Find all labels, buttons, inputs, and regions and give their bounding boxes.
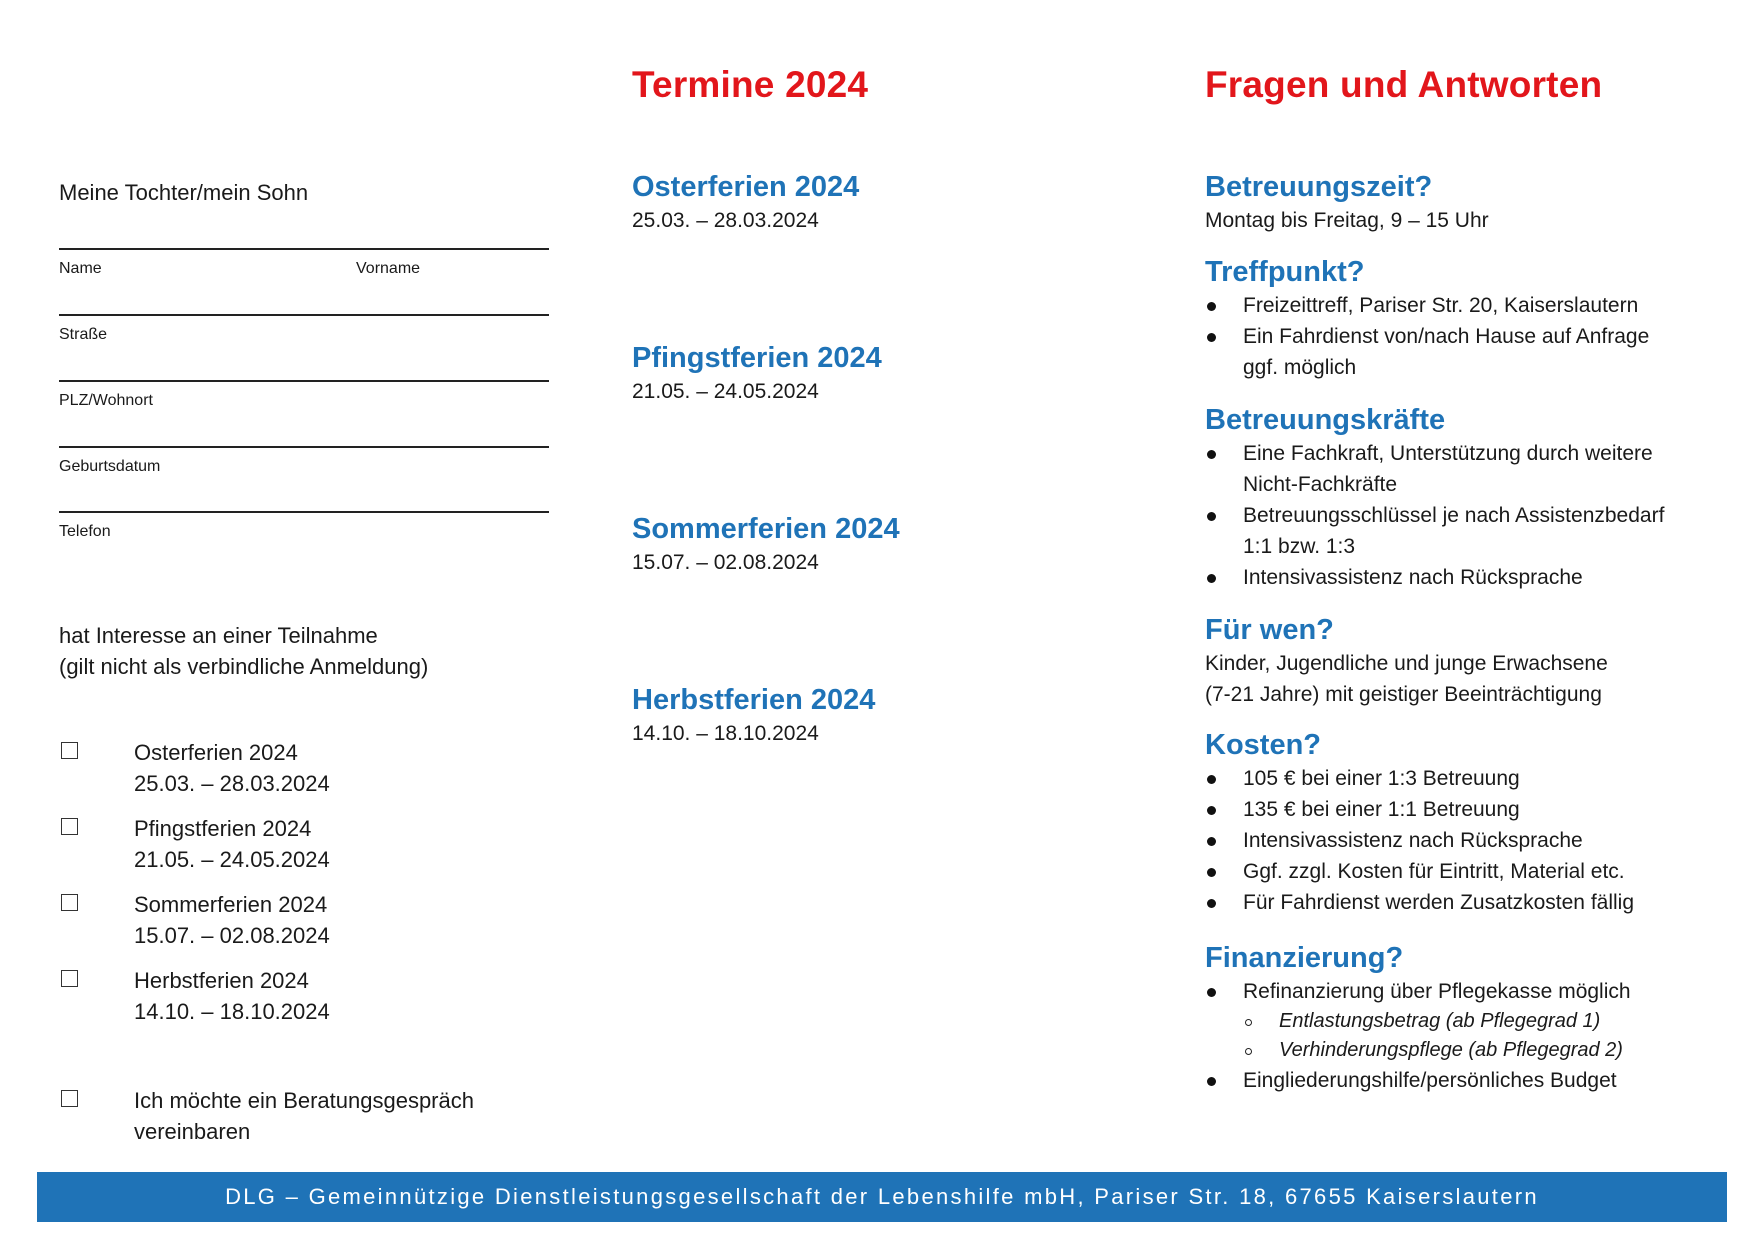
list-item: Freizeittreff, Pariser Str. 20, Kaiserslautern [1205,290,1725,321]
street-line[interactable] [59,314,549,316]
birthdate-field[interactable] [59,446,549,476]
faq-finanzierung: Finanzierung? Refinanzierung über Pflegekasse möglich Entlastungsbetrag (ab Pflegegrad 1) Verhinderungspflege (ab Pflegegrad 2) Eingliederungshilfe/persönliches Budget [1205,940,1725,1096]
bullet-icon [1207,806,1216,815]
phone-field[interactable] [59,511,549,541]
faq-kosten: Kosten? 105 € bei einer 1:3 Betreuung 135 € bei einer 1:1 Betreuung Intensivassistenz nach Rücksprache Ggf. zzgl. Kosten für Eintritt, Material etc. Für Fahrdienst werden Zusatzkosten fällig [1205,727,1725,918]
postcode-city-label: PLZ/Wohnort [59,392,153,409]
faq-betreuungszeit: Betreuungszeit? Montag bis Freitag, 9 – 15 Uhr [1205,171,1489,232]
faq-fuer-wen: Für wen? Kinder, Jugendliche und junge Erwachsene (7-21 Jahre) mit geistiger Beeinträchtigung [1205,614,1608,706]
bullet-icon [1207,333,1216,342]
finanzierung-sublist [1205,1007,1725,1065]
checkbox[interactable] [61,894,78,911]
list-item: Eine Fachkraft, Unterstützung durch weitere Nicht-Fachkräfte [1205,438,1725,500]
checkbox[interactable] [61,970,78,987]
bullet-icon [1207,574,1216,583]
street-label: Straße [59,326,108,343]
phone-label: Telefon [59,523,111,540]
bullet-icon [1207,775,1216,784]
postcode-city-field[interactable] [59,380,549,410]
termin-herbstferien: Herbstferien 2024 14.10. – 18.10.2024 [632,684,876,745]
bullet-icon [1207,450,1216,459]
checkbox[interactable] [61,742,78,759]
form-intro: Meine Tochter/mein Sohn [59,180,309,205]
phone-line[interactable] [59,511,549,513]
termin-sommerferien: Sommerferien 2024 15.07. – 02.08.2024 [632,513,900,574]
list-item: Ggf. zzgl. Kosten für Eintritt, Material etc. [1205,856,1725,887]
list-item: Intensivassistenz nach Rücksprache [1205,562,1725,593]
list-item: Betreuungsschlüssel je nach Assistenzbedarf 1:1 bzw. 1:3 [1205,500,1725,562]
postcode-city-line[interactable] [59,380,549,382]
street-field[interactable] [59,314,549,344]
sub-list-item: Verhinderungspflege (ab Pflegegrad 2) [1205,1036,1725,1065]
finanzierung-list [1205,976,1725,1007]
list-item: Refinanzierung über Pflegekasse möglich [1205,976,1725,1007]
interest-text: hat Interesse an einer Teilnahme (gilt nicht als verbindliche Anmeldung) [59,623,429,679]
circle-bullet-icon [1245,1019,1252,1026]
kosten-list [1205,763,1725,918]
sub-list-item: Entlastungsbetrag (ab Pflegegrad 1) [1205,1007,1725,1036]
list-item: 135 € bei einer 1:1 Betreuung [1205,794,1725,825]
list-item: Ein Fahrdienst von/nach Hause auf Anfrage ggf. möglich [1205,321,1725,383]
birthdate-line[interactable] [59,446,549,448]
name-line[interactable] [59,248,549,250]
footer-address: DLG – Gemeinnützige Dienstleistungsgesellschaft der Lebenshilfe mbH, Pariser Str. 18, 67655 Kaiserslautern [225,1184,1539,1209]
faq-betreuungskraefte: Betreuungskräfte Eine Fachkraft, Unterstützung durch weitere Nicht-Fachkräfte Betreuungsschlüssel je nach Assistenzbedarf 1:1 bzw. 1:3 Intensivassistenz nach Rücksprache [1205,402,1725,593]
bullet-icon [1207,868,1216,877]
name-label: Name Vorname [59,260,421,277]
bullet-icon [1207,899,1216,908]
treffpunkt-list [1205,290,1725,383]
termin-pfingstferien: Pfingstferien 2024 21.05. – 24.05.2024 [632,342,882,403]
birthdate-label: Geburtsdatum [59,458,161,475]
circle-bullet-icon [1245,1048,1252,1055]
bullet-icon [1207,302,1216,311]
checkbox[interactable] [61,1090,78,1107]
list-item: Eingliederungshilfe/persönliches Budget [1205,1065,1725,1096]
bullet-icon [1207,837,1216,846]
bullet-icon [1207,512,1216,521]
termin-osterferien: Osterferien 2024 25.03. – 28.03.2024 [632,171,860,232]
termine-title: Termine 2024 [632,64,869,105]
vorname-label: Vorname [356,260,421,277]
faq-title: Fragen und Antworten [1205,64,1603,105]
footer-bar [37,1172,1727,1222]
kraefte-list [1205,438,1725,593]
faq-treffpunkt: Treffpunkt? Freizeittreff, Pariser Str. 20, Kaiserslautern Ein Fahrdienst von/nach Hause auf Anfrage ggf. möglich [1205,254,1725,383]
bullet-icon [1207,1077,1216,1086]
name-field[interactable] [59,248,549,278]
list-item: 105 € bei einer 1:3 Betreuung [1205,763,1725,794]
list-item: Für Fahrdienst werden Zusatzkosten fällig [1205,887,1725,918]
bullet-icon [1207,988,1216,997]
list-item: Intensivassistenz nach Rücksprache [1205,825,1725,856]
checkbox[interactable] [61,818,78,835]
